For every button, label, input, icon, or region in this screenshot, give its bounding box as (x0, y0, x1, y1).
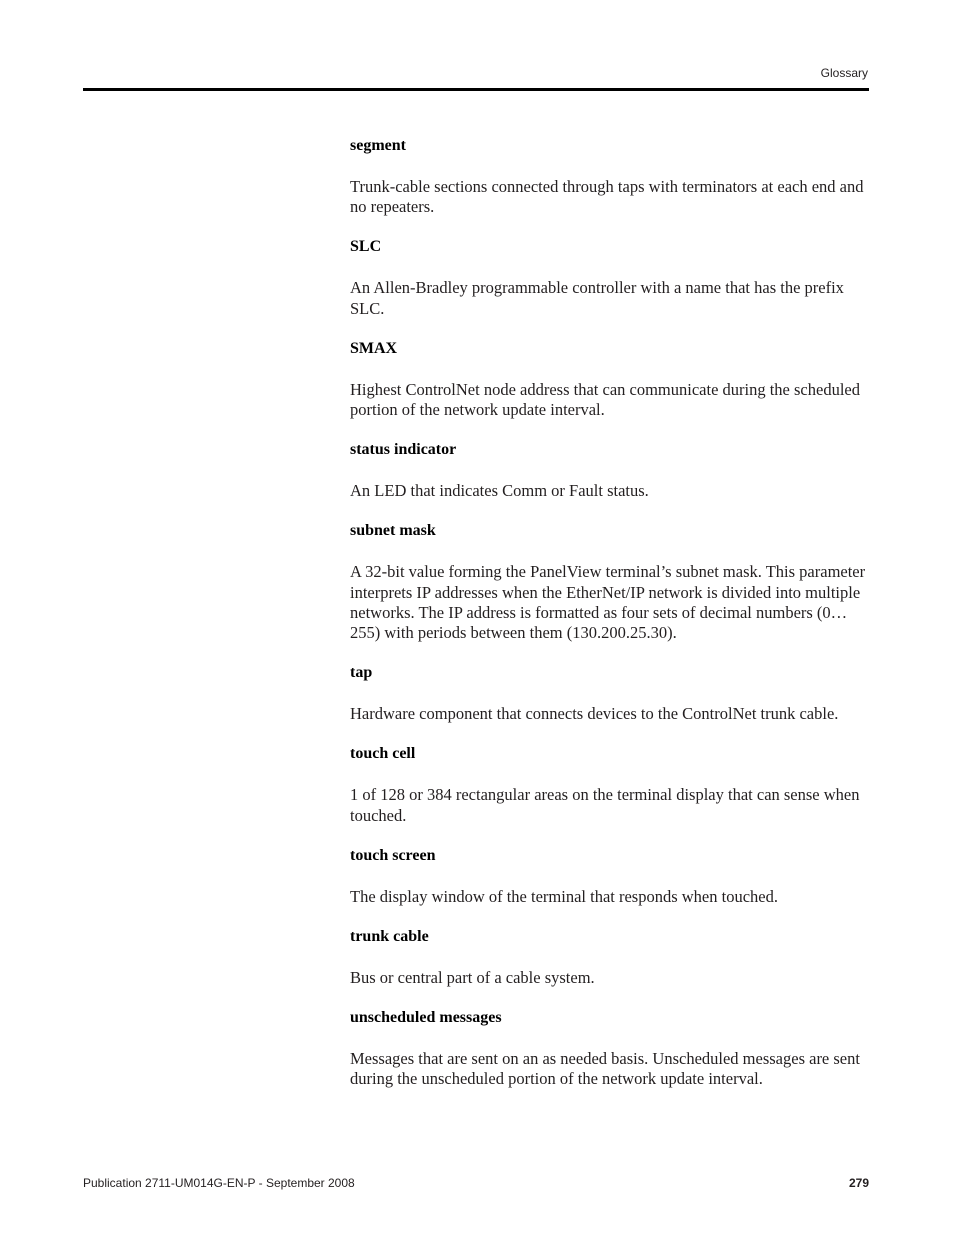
glossary-term-touch-screen: touch screen (350, 846, 436, 864)
glossary-term-slc: SLC (350, 238, 382, 256)
header-rule (83, 88, 869, 91)
glossary-definition-subnet-mask: A 32-bit value forming the PanelView terminal’s subnet mask. This parameter interprets IP addresses when the EtherNet/IP network is divided into multiple networks. The IP address is formatted as four sets of decimal numbers (0…255) with periods between them (130.200.25.30). (350, 562, 866, 643)
glossary-term-tap: tap (350, 664, 373, 682)
running-head-section-title: Glossary (820, 66, 868, 80)
glossary-definition-slc: An Allen-Bradley programmable controller with a name that has the prefix SLC. (350, 278, 844, 318)
glossary-term-touch-cell: touch cell (350, 745, 416, 763)
glossary-term-trunk-cable: trunk cable (350, 928, 429, 946)
publication-id: Publication 2711-UM014G-EN-P - September 2008 (83, 1176, 355, 1190)
glossary-term-smax: SMAX (350, 339, 398, 357)
glossary-definition-touch-screen: The display window of the terminal that responds when touched. (350, 886, 778, 906)
glossary-definition-touch-cell: 1 of 128 or 384 rectangular areas on the terminal display that can sense when touched. (350, 785, 860, 825)
glossary-term-status-indicator: status indicator (350, 441, 457, 459)
glossary-term-unscheduled-messages: unscheduled messages (350, 1009, 502, 1027)
glossary-definition-trunk-cable: Bus or central part of a cable system. (350, 968, 595, 988)
glossary-entries (350, 136, 869, 1110)
page-number: 279 (848, 1176, 869, 1190)
glossary-definition-status-indicator: An LED that indicates Comm or Fault status. (350, 481, 649, 501)
glossary-definition-unscheduled-messages: Messages that are sent on an as needed basis. Unscheduled messages are sent during the unscheduled portion of the network update interval. (350, 1049, 860, 1089)
glossary-definition-tap: Hardware component that connects devices to the ControlNet trunk cable. (350, 704, 839, 724)
glossary-definition-segment: Trunk-cable sections connected through taps with terminators at each end and no repeaters. (350, 177, 864, 217)
glossary-term-subnet-mask: subnet mask (350, 522, 436, 540)
glossary-definition-smax: Highest ControlNet node address that can communicate during the scheduled portion of the network update interval. (350, 379, 860, 420)
glossary-term-segment: segment (350, 137, 406, 154)
